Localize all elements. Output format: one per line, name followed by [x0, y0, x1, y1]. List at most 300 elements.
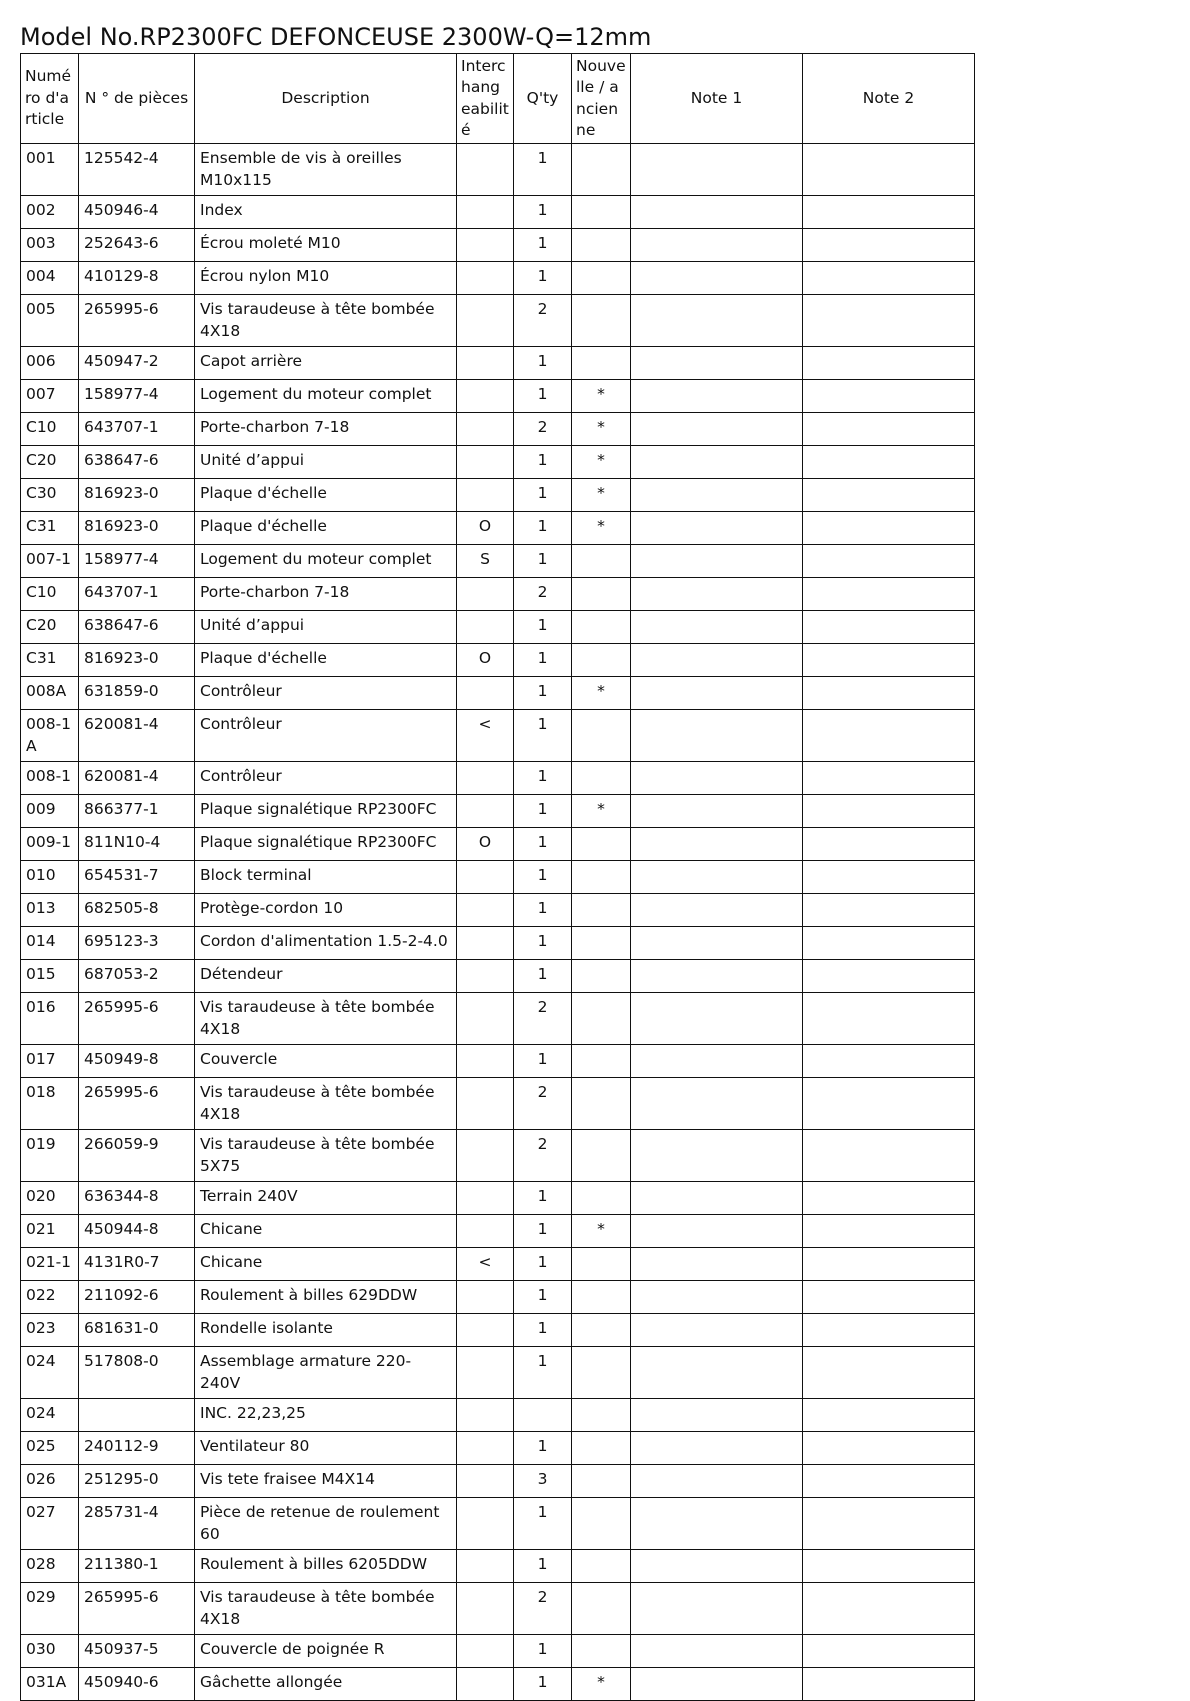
quantity-cell: 1 — [514, 828, 572, 861]
new-old-cell — [572, 262, 631, 295]
note-2-cell — [803, 861, 975, 894]
note-2-cell — [803, 710, 975, 762]
description-cell: Assemblage armature 220-240V — [195, 1347, 457, 1399]
part-number-cell: 240112-9 — [79, 1432, 195, 1465]
quantity-cell: 1 — [514, 677, 572, 710]
interchangeability-cell — [457, 861, 514, 894]
part-number-cell: 450949-8 — [79, 1045, 195, 1078]
note-1-cell — [631, 1635, 803, 1668]
new-old-cell — [572, 196, 631, 229]
interchangeability-cell — [457, 611, 514, 644]
item-number-cell: C31 — [21, 644, 79, 677]
note-2-cell — [803, 229, 975, 262]
note-1-cell — [631, 1045, 803, 1078]
item-number-cell: 023 — [21, 1314, 79, 1347]
item-number-cell: 030 — [21, 1635, 79, 1668]
new-old-cell — [572, 1550, 631, 1583]
note-2-cell — [803, 512, 975, 545]
item-number-cell: C30 — [21, 479, 79, 512]
new-old-cell: * — [572, 795, 631, 828]
quantity-cell: 1 — [514, 1045, 572, 1078]
note-1-cell — [631, 413, 803, 446]
item-number-cell: 002 — [21, 196, 79, 229]
note-1-cell — [631, 144, 803, 196]
quantity-cell: 2 — [514, 295, 572, 347]
quantity-cell: 1 — [514, 446, 572, 479]
part-number-cell: 265995-6 — [79, 295, 195, 347]
new-old-cell: * — [572, 380, 631, 413]
quantity-cell: 1 — [514, 795, 572, 828]
new-old-cell — [572, 762, 631, 795]
part-number-cell: 158977-4 — [79, 545, 195, 578]
new-old-cell — [572, 1432, 631, 1465]
description-cell: Vis tete fraisee M4X14 — [195, 1465, 457, 1498]
table-row — [21, 1550, 975, 1583]
part-number-cell: 816923-0 — [79, 479, 195, 512]
quantity-cell: 1 — [514, 1668, 572, 1701]
quantity-cell — [514, 1399, 572, 1432]
interchangeability-cell — [457, 1281, 514, 1314]
item-number-cell: 005 — [21, 295, 79, 347]
item-number-cell: 019 — [21, 1130, 79, 1182]
table-row — [21, 611, 975, 644]
table-row — [21, 512, 975, 545]
new-old-cell — [572, 295, 631, 347]
note-2-cell — [803, 1314, 975, 1347]
item-number-cell: C10 — [21, 578, 79, 611]
table-row — [21, 1498, 975, 1550]
table-row — [21, 1078, 975, 1130]
interchangeability-cell — [457, 262, 514, 295]
table-row — [21, 762, 975, 795]
quantity-cell: 2 — [514, 993, 572, 1045]
item-number-cell: 021-1 — [21, 1248, 79, 1281]
item-number-cell: 026 — [21, 1465, 79, 1498]
table-row — [21, 795, 975, 828]
note-2-cell — [803, 1045, 975, 1078]
part-number-cell: 695123-3 — [79, 927, 195, 960]
part-number-cell: 620081-4 — [79, 762, 195, 795]
note-2-cell — [803, 1248, 975, 1281]
quantity-cell: 1 — [514, 347, 572, 380]
part-number-cell: 4131R0-7 — [79, 1248, 195, 1281]
new-old-cell — [572, 1583, 631, 1635]
table-row — [21, 1215, 975, 1248]
header-note-2: Note 2 — [803, 54, 975, 144]
interchangeability-cell — [457, 229, 514, 262]
part-number-cell: 682505-8 — [79, 894, 195, 927]
note-1-cell — [631, 446, 803, 479]
quantity-cell: 1 — [514, 1281, 572, 1314]
note-2-cell — [803, 993, 975, 1045]
interchangeability-cell — [457, 196, 514, 229]
part-number-cell: 643707-1 — [79, 578, 195, 611]
table-row — [21, 1248, 975, 1281]
interchangeability-cell — [457, 347, 514, 380]
description-cell: Unité d’appui — [195, 446, 457, 479]
table-row — [21, 1130, 975, 1182]
interchangeability-cell: < — [457, 710, 514, 762]
note-2-cell — [803, 1498, 975, 1550]
note-2-cell — [803, 262, 975, 295]
item-number-cell: 021 — [21, 1215, 79, 1248]
part-number-cell: 265995-6 — [79, 1078, 195, 1130]
part-number-cell: 252643-6 — [79, 229, 195, 262]
note-1-cell — [631, 380, 803, 413]
header-note-1: Note 1 — [631, 54, 803, 144]
note-2-cell — [803, 1182, 975, 1215]
note-1-cell — [631, 1347, 803, 1399]
interchangeability-cell — [457, 1078, 514, 1130]
interchangeability-cell — [457, 1130, 514, 1182]
quantity-cell: 1 — [514, 1432, 572, 1465]
part-number-cell: 285731-4 — [79, 1498, 195, 1550]
note-2-cell — [803, 894, 975, 927]
description-cell: Gâchette allongée — [195, 1668, 457, 1701]
part-number-cell: 450937-5 — [79, 1635, 195, 1668]
item-number-cell: 016 — [21, 993, 79, 1045]
new-old-cell — [572, 1078, 631, 1130]
item-number-cell: 009-1 — [21, 828, 79, 861]
item-number-cell: 031A — [21, 1668, 79, 1701]
description-cell: Couvercle — [195, 1045, 457, 1078]
note-1-cell — [631, 1583, 803, 1635]
quantity-cell: 1 — [514, 861, 572, 894]
item-number-cell: 025 — [21, 1432, 79, 1465]
description-cell: Unité d’appui — [195, 611, 457, 644]
new-old-cell — [572, 927, 631, 960]
description-cell: Plaque d'échelle — [195, 644, 457, 677]
table-header-row — [21, 54, 975, 144]
description-cell: Ensemble de vis à oreilles M10x115 — [195, 144, 457, 196]
description-cell: Terrain 240V — [195, 1182, 457, 1215]
table-row — [21, 1182, 975, 1215]
table-row — [21, 677, 975, 710]
note-2-cell — [803, 1347, 975, 1399]
interchangeability-cell: O — [457, 644, 514, 677]
note-1-cell — [631, 229, 803, 262]
quantity-cell: 1 — [514, 1314, 572, 1347]
note-1-cell — [631, 1465, 803, 1498]
new-old-cell — [572, 710, 631, 762]
interchangeability-cell: O — [457, 828, 514, 861]
note-1-cell — [631, 611, 803, 644]
note-2-cell — [803, 644, 975, 677]
interchangeability-cell — [457, 1498, 514, 1550]
quantity-cell: 1 — [514, 229, 572, 262]
part-number-cell: 450940-6 — [79, 1668, 195, 1701]
item-number-cell: C20 — [21, 611, 79, 644]
table-row — [21, 347, 975, 380]
new-old-cell — [572, 861, 631, 894]
note-1-cell — [631, 927, 803, 960]
table-row — [21, 894, 975, 927]
quantity-cell: 1 — [514, 1498, 572, 1550]
note-2-cell — [803, 446, 975, 479]
interchangeability-cell — [457, 1182, 514, 1215]
table-row — [21, 578, 975, 611]
part-number-cell: 211092-6 — [79, 1281, 195, 1314]
quantity-cell: 1 — [514, 1182, 572, 1215]
item-number-cell: 013 — [21, 894, 79, 927]
new-old-cell — [572, 578, 631, 611]
quantity-cell: 1 — [514, 512, 572, 545]
item-number-cell: 008-1 — [21, 762, 79, 795]
part-number-cell: 450946-4 — [79, 196, 195, 229]
table-row — [21, 295, 975, 347]
note-1-cell — [631, 545, 803, 578]
table-row — [21, 710, 975, 762]
description-cell: Logement du moteur complet — [195, 545, 457, 578]
table-row — [21, 229, 975, 262]
quantity-cell: 1 — [514, 1347, 572, 1399]
note-1-cell — [631, 1550, 803, 1583]
note-2-cell — [803, 762, 975, 795]
new-old-cell: * — [572, 1668, 631, 1701]
description-cell: Vis taraudeuse à tête bombée 5X75 — [195, 1130, 457, 1182]
interchangeability-cell: S — [457, 545, 514, 578]
interchangeability-cell — [457, 479, 514, 512]
note-2-cell — [803, 1465, 975, 1498]
note-2-cell — [803, 1668, 975, 1701]
description-cell: Plaque signalétique RP2300FC — [195, 795, 457, 828]
header-interchangeability: Interchangeabilité — [457, 54, 514, 144]
quantity-cell: 1 — [514, 762, 572, 795]
quantity-cell: 1 — [514, 1550, 572, 1583]
table-row — [21, 993, 975, 1045]
quantity-cell: 1 — [514, 196, 572, 229]
quantity-cell: 2 — [514, 1078, 572, 1130]
part-number-cell: 654531-7 — [79, 861, 195, 894]
interchangeability-cell — [457, 1668, 514, 1701]
header-quantity: Q'ty — [514, 54, 572, 144]
note-1-cell — [631, 1314, 803, 1347]
table-row — [21, 927, 975, 960]
note-1-cell — [631, 1668, 803, 1701]
note-1-cell — [631, 1432, 803, 1465]
table-row — [21, 1281, 975, 1314]
note-1-cell — [631, 578, 803, 611]
part-number-cell: 251295-0 — [79, 1465, 195, 1498]
interchangeability-cell — [457, 1583, 514, 1635]
note-2-cell — [803, 677, 975, 710]
note-2-cell — [803, 828, 975, 861]
part-number-cell: 266059-9 — [79, 1130, 195, 1182]
table-row — [21, 1432, 975, 1465]
note-2-cell — [803, 927, 975, 960]
part-number-cell: 450944-8 — [79, 1215, 195, 1248]
description-cell: Pièce de retenue de roulement 60 — [195, 1498, 457, 1550]
description-cell: Vis taraudeuse à tête bombée 4X18 — [195, 1583, 457, 1635]
table-row — [21, 144, 975, 196]
new-old-cell — [572, 611, 631, 644]
item-number-cell: 008A — [21, 677, 79, 710]
part-number-cell: 643707-1 — [79, 413, 195, 446]
interchangeability-cell — [457, 1314, 514, 1347]
description-cell: Contrôleur — [195, 677, 457, 710]
note-2-cell — [803, 413, 975, 446]
quantity-cell: 2 — [514, 578, 572, 611]
description-cell: Détendeur — [195, 960, 457, 993]
interchangeability-cell — [457, 446, 514, 479]
part-number-cell: 450947-2 — [79, 347, 195, 380]
table-row — [21, 1583, 975, 1635]
description-cell: Chicane — [195, 1248, 457, 1281]
interchangeability-cell — [457, 960, 514, 993]
part-number-cell: 125542-4 — [79, 144, 195, 196]
item-number-cell: 001 — [21, 144, 79, 196]
item-number-cell: C10 — [21, 413, 79, 446]
interchangeability-cell: < — [457, 1248, 514, 1281]
note-1-cell — [631, 1078, 803, 1130]
note-1-cell — [631, 644, 803, 677]
new-old-cell — [572, 894, 631, 927]
description-cell: Roulement à billes 6205DDW — [195, 1550, 457, 1583]
interchangeability-cell — [457, 1399, 514, 1432]
table-row — [21, 1045, 975, 1078]
note-1-cell — [631, 196, 803, 229]
description-cell: Ventilateur 80 — [195, 1432, 457, 1465]
table-row — [21, 960, 975, 993]
new-old-cell — [572, 960, 631, 993]
part-number-cell — [79, 1399, 195, 1432]
interchangeability-cell — [457, 380, 514, 413]
part-number-cell: 265995-6 — [79, 1583, 195, 1635]
description-cell: Contrôleur — [195, 762, 457, 795]
note-2-cell — [803, 795, 975, 828]
part-number-cell: 681631-0 — [79, 1314, 195, 1347]
quantity-cell: 2 — [514, 413, 572, 446]
part-number-cell: 211380-1 — [79, 1550, 195, 1583]
new-old-cell — [572, 1465, 631, 1498]
page-title: Model No.RP2300FC DEFONCEUSE 2300W-Q=12mm — [20, 23, 652, 51]
part-number-cell: 811N10-4 — [79, 828, 195, 861]
quantity-cell: 2 — [514, 1130, 572, 1182]
note-2-cell — [803, 1215, 975, 1248]
quantity-cell: 2 — [514, 1583, 572, 1635]
new-old-cell — [572, 1498, 631, 1550]
part-number-cell: 410129-8 — [79, 262, 195, 295]
table-row — [21, 1465, 975, 1498]
header-item-number: Numéro d'article — [21, 54, 79, 144]
note-2-cell — [803, 1635, 975, 1668]
new-old-cell — [572, 828, 631, 861]
item-number-cell: 027 — [21, 1498, 79, 1550]
table-row — [21, 380, 975, 413]
description-cell: Rondelle isolante — [195, 1314, 457, 1347]
note-2-cell — [803, 1432, 975, 1465]
note-2-cell — [803, 144, 975, 196]
interchangeability-cell — [457, 795, 514, 828]
note-1-cell — [631, 1182, 803, 1215]
item-number-cell: 003 — [21, 229, 79, 262]
table-row — [21, 644, 975, 677]
interchangeability-cell — [457, 677, 514, 710]
parts-table — [20, 53, 975, 1701]
description-cell: Plaque d'échelle — [195, 512, 457, 545]
description-cell: Vis taraudeuse à tête bombée 4X18 — [195, 1078, 457, 1130]
item-number-cell: 006 — [21, 347, 79, 380]
part-number-cell: 638647-6 — [79, 611, 195, 644]
note-2-cell — [803, 380, 975, 413]
description-cell: Écrou nylon M10 — [195, 262, 457, 295]
new-old-cell — [572, 1399, 631, 1432]
table-row — [21, 1399, 975, 1432]
table-row — [21, 446, 975, 479]
interchangeability-cell — [457, 927, 514, 960]
description-cell: Block terminal — [195, 861, 457, 894]
note-2-cell — [803, 295, 975, 347]
new-old-cell — [572, 1635, 631, 1668]
new-old-cell: * — [572, 677, 631, 710]
table-row — [21, 828, 975, 861]
note-2-cell — [803, 1078, 975, 1130]
interchangeability-cell — [457, 762, 514, 795]
table-row — [21, 413, 975, 446]
header-part-number: N ° de pièces — [79, 54, 195, 144]
part-number-cell: 636344-8 — [79, 1182, 195, 1215]
description-cell: Plaque d'échelle — [195, 479, 457, 512]
interchangeability-cell: O — [457, 512, 514, 545]
interchangeability-cell — [457, 1465, 514, 1498]
note-1-cell — [631, 677, 803, 710]
description-cell: Index — [195, 196, 457, 229]
note-1-cell — [631, 1281, 803, 1314]
new-old-cell: * — [572, 446, 631, 479]
table-row — [21, 1314, 975, 1347]
note-1-cell — [631, 993, 803, 1045]
description-cell: Logement du moteur complet — [195, 380, 457, 413]
note-2-cell — [803, 545, 975, 578]
table-row — [21, 262, 975, 295]
table-row — [21, 1668, 975, 1701]
note-2-cell — [803, 1281, 975, 1314]
interchangeability-cell — [457, 894, 514, 927]
description-cell: Roulement à billes 629DDW — [195, 1281, 457, 1314]
new-old-cell — [572, 1281, 631, 1314]
part-number-cell: 517808-0 — [79, 1347, 195, 1399]
item-number-cell: 017 — [21, 1045, 79, 1078]
description-cell: INC. 22,23,25 — [195, 1399, 457, 1432]
quantity-cell: 3 — [514, 1465, 572, 1498]
note-1-cell — [631, 262, 803, 295]
item-number-cell: 008-1A — [21, 710, 79, 762]
note-1-cell — [631, 1498, 803, 1550]
note-1-cell — [631, 347, 803, 380]
note-1-cell — [631, 710, 803, 762]
note-1-cell — [631, 960, 803, 993]
item-number-cell: C31 — [21, 512, 79, 545]
item-number-cell: 028 — [21, 1550, 79, 1583]
note-2-cell — [803, 479, 975, 512]
item-number-cell: 009 — [21, 795, 79, 828]
note-1-cell — [631, 795, 803, 828]
description-cell: Capot arrière — [195, 347, 457, 380]
note-1-cell — [631, 1248, 803, 1281]
table-row — [21, 479, 975, 512]
item-number-cell: 004 — [21, 262, 79, 295]
quantity-cell: 1 — [514, 894, 572, 927]
new-old-cell — [572, 144, 631, 196]
quantity-cell: 1 — [514, 960, 572, 993]
interchangeability-cell — [457, 1045, 514, 1078]
new-old-cell — [572, 1045, 631, 1078]
header-description: Description — [195, 54, 457, 144]
part-number-cell: 631859-0 — [79, 677, 195, 710]
item-number-cell: 029 — [21, 1583, 79, 1635]
new-old-cell — [572, 644, 631, 677]
quantity-cell: 1 — [514, 1635, 572, 1668]
